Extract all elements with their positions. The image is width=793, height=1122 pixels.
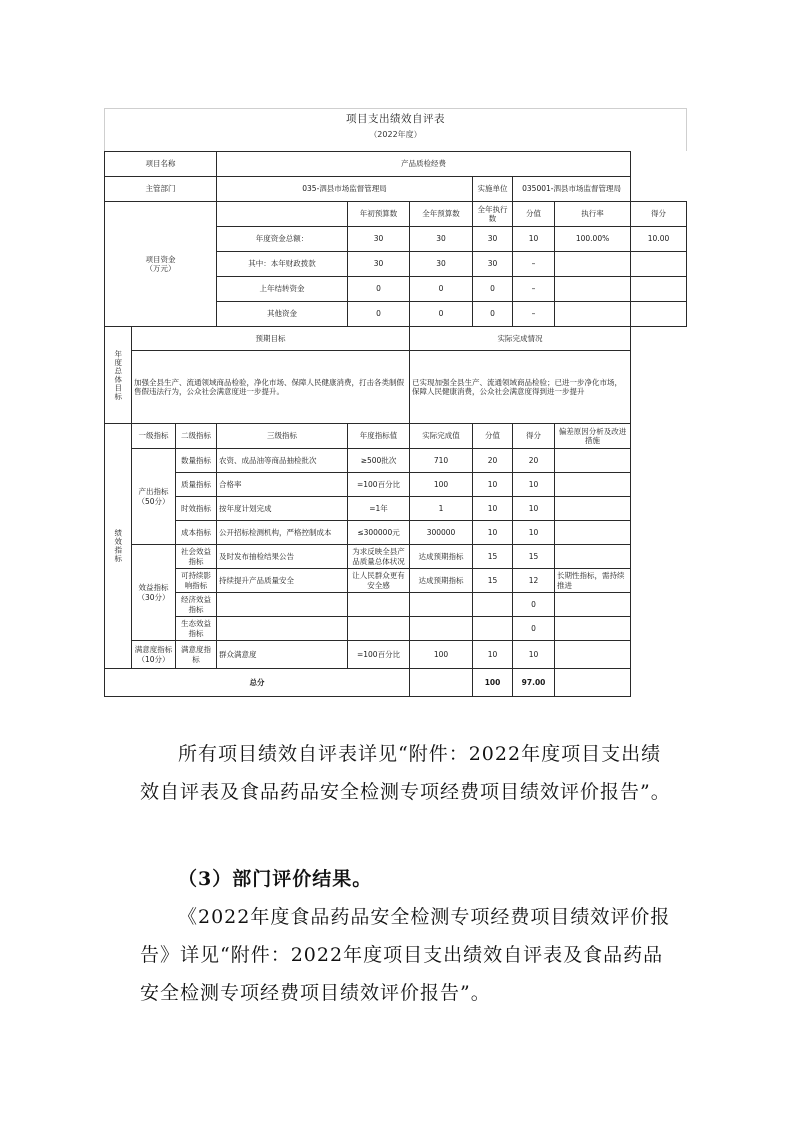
indicator-score: 10	[513, 497, 555, 521]
funds-row-label: 年度资金总额：	[217, 227, 348, 252]
indicator-row	[105, 641, 687, 669]
indicator-note: 长期性指标，需持续推进	[555, 569, 631, 593]
paragraph-2-text: 《2022年度食品药品安全检测专项经费项目绩效评价报告》详见“附件：2022年度项目支出绩效自评表及食品药品安全检测专项经费项目绩效评价报告”。	[140, 906, 671, 1004]
dept-value: 035-泗县市场监督管理局	[217, 177, 473, 202]
funds-header-cell: 得分	[631, 202, 687, 227]
total-score-max: 100	[473, 669, 513, 697]
funds-cell: –	[513, 277, 555, 302]
funds-cell: 30	[410, 227, 473, 252]
indicator-row	[105, 521, 687, 545]
unit-value: 035001-泗县市场监督管理局	[513, 177, 631, 202]
indicators-side-label: 绩效指标	[105, 424, 132, 669]
funds-row-label: 其中：本年财政拨款	[217, 252, 348, 277]
expected-goal-text: 加强全县生产、流通领域商品检验，净化市场、保障人民健康消费，打击各类制假售假违法行为，公众社会满意度进一步提升。	[132, 351, 410, 424]
indicator-score-max: 20	[473, 449, 513, 473]
indicator-score-max: 10	[473, 473, 513, 497]
indicator-score: 12	[513, 569, 555, 593]
indicator-l3: 按年度计划完成	[217, 497, 348, 521]
indicator-note	[555, 497, 631, 521]
dept-label: 主管部门	[105, 177, 217, 202]
funds-cell	[631, 302, 687, 327]
funds-label	[105, 202, 217, 327]
indicator-header-cell: 偏差原因分析及改进措施	[555, 424, 631, 449]
indicator-l3	[217, 617, 348, 641]
total-label: 总分	[105, 669, 410, 697]
funds-cell: 100.00%	[555, 227, 631, 252]
total-note-blank	[555, 669, 631, 697]
indicator-actual	[410, 617, 473, 641]
indicator-score-max: 10	[473, 497, 513, 521]
overall-header-row	[105, 327, 687, 351]
indicator-row	[105, 473, 687, 497]
indicator-score-max: 10	[473, 521, 513, 545]
indicator-score: 10	[513, 473, 555, 497]
indicator-header-cell: 年度指标值	[348, 424, 410, 449]
funds-header-row	[105, 202, 687, 227]
funds-header-cell: 全年预算数	[410, 202, 473, 227]
indicator-row	[105, 449, 687, 473]
indicator-row	[105, 593, 687, 617]
section-heading-dept-results	[140, 860, 680, 898]
indicator-note	[555, 449, 631, 473]
indicator-score-max: 15	[473, 545, 513, 569]
total-score: 97.00	[513, 669, 555, 697]
indicator-score: 0	[513, 617, 555, 641]
expected-header: 预期目标	[132, 327, 410, 351]
overall-side-label: 年度总体目标	[105, 327, 132, 424]
indicator-row	[105, 569, 687, 593]
sheet-title: 项目支出绩效自评表	[346, 113, 445, 125]
indicator-header-cell: 一级指标	[132, 424, 176, 449]
paragraph-1-text: 所有项目绩效自评表详见“附件：2022年度项目支出绩效自评表及食品药品安全检测专项经费项目绩效评价报告”。	[140, 743, 671, 803]
funds-header-blank	[217, 202, 348, 227]
group-satisfaction-label: 满意度指标（10分）	[132, 641, 176, 669]
indicator-l2: 生态效益指标	[176, 617, 217, 641]
indicator-note	[555, 545, 631, 569]
indicator-score: 10	[513, 521, 555, 545]
indicator-header-cell: 二级指标	[176, 424, 217, 449]
indicator-score-max	[473, 593, 513, 617]
indicator-actual: 100	[410, 473, 473, 497]
indicator-l3: 群众满意度	[217, 641, 348, 669]
indicator-score-max	[473, 617, 513, 641]
indicator-actual: 达成预期指标	[410, 569, 473, 593]
funds-cell	[555, 302, 631, 327]
funds-cell: 30	[348, 227, 410, 252]
indicator-l2: 社会效益指标	[176, 545, 217, 569]
paragraph-dept-results	[140, 898, 680, 1012]
funds-cell: –	[513, 302, 555, 327]
indicator-header-cell: 得分	[513, 424, 555, 449]
paragraph-evaluation-tables	[140, 735, 680, 811]
funds-cell: 0	[348, 277, 410, 302]
overall-content-row	[105, 351, 687, 424]
indicator-score: 15	[513, 545, 555, 569]
sheet-header	[104, 108, 687, 147]
indicator-score: 20	[513, 449, 555, 473]
indicator-l2: 时效指标	[176, 497, 217, 521]
indicator-note	[555, 617, 631, 641]
actual-header: 实际完成情况	[410, 327, 631, 351]
indicator-header-cell: 实际完成值	[410, 424, 473, 449]
funds-cell	[631, 277, 687, 302]
funds-cell: 0	[410, 277, 473, 302]
project-name-row	[105, 152, 687, 177]
indicator-actual: 710	[410, 449, 473, 473]
indicator-row	[105, 545, 687, 569]
funds-header-cell: 全年执行数	[473, 202, 513, 227]
funds-cell: 0	[473, 302, 513, 327]
indicator-actual: 300000	[410, 521, 473, 545]
performance-table	[104, 151, 687, 697]
indicator-target	[348, 593, 410, 617]
indicator-note	[555, 521, 631, 545]
indicator-note	[555, 641, 631, 669]
indicator-target: =1年	[348, 497, 410, 521]
funds-row-label: 上年结转资金	[217, 277, 348, 302]
group-benefit-label: 效益指标（30分）	[132, 545, 176, 641]
funds-header-cell: 年初预算数	[348, 202, 410, 227]
indicator-target: ≥500批次	[348, 449, 410, 473]
indicator-l3: 持续提升产品质量安全	[217, 569, 348, 593]
funds-header-cell: 分值	[513, 202, 555, 227]
funds-header-cell: 执行率	[555, 202, 631, 227]
indicator-row	[105, 497, 687, 521]
indicator-l3: 及时发布抽检结果公告	[217, 545, 348, 569]
funds-cell: 10	[513, 227, 555, 252]
indicator-actual: 1	[410, 497, 473, 521]
project-name-value: 产品质检经费	[217, 152, 631, 177]
unit-label: 实施单位	[473, 177, 513, 202]
indicator-score-max: 15	[473, 569, 513, 593]
group-output-label: 产出指标（50分）	[132, 449, 176, 545]
indicator-actual: 100	[410, 641, 473, 669]
indicator-target	[348, 617, 410, 641]
department-row	[105, 177, 687, 202]
indicator-note	[555, 473, 631, 497]
indicator-target: =100百分比	[348, 473, 410, 497]
indicator-l2: 质量指标	[176, 473, 217, 497]
indicator-l2: 满意度指标	[176, 641, 217, 669]
indicator-l3: 公开招标检测机构，严格控制成本	[217, 521, 348, 545]
total-blank	[410, 669, 473, 697]
funds-cell: 30	[473, 227, 513, 252]
funds-cell: 30	[473, 252, 513, 277]
funds-cell	[631, 252, 687, 277]
funds-cell: –	[513, 252, 555, 277]
indicator-actual	[410, 593, 473, 617]
indicator-l2: 成本指标	[176, 521, 217, 545]
performance-evaluation-sheet	[104, 108, 687, 697]
funds-row-label: 其他资金	[217, 302, 348, 327]
funds-cell: 0	[473, 277, 513, 302]
indicator-row	[105, 617, 687, 641]
funds-cell: 0	[348, 302, 410, 327]
indicator-l3: 农资、成品油等商品抽检批次	[217, 449, 348, 473]
funds-cell: 30	[348, 252, 410, 277]
funds-cell: 30	[410, 252, 473, 277]
indicator-target: ≤300000元	[348, 521, 410, 545]
total-row	[105, 669, 687, 697]
indicator-target: 让人民群众更有安全感	[348, 569, 410, 593]
indicator-score: 10	[513, 641, 555, 669]
funds-label-line1: 项目资金	[145, 254, 176, 264]
indicator-target: =100百分比	[348, 641, 410, 669]
indicators-header-row	[105, 424, 687, 449]
indicator-actual: 达成预期指标	[410, 545, 473, 569]
indicator-score-max: 10	[473, 641, 513, 669]
funds-cell: 10.00	[631, 227, 687, 252]
sheet-year: （2022年度）	[369, 130, 422, 139]
project-name-label: 项目名称	[105, 152, 217, 177]
indicator-header-cell: 分值	[473, 424, 513, 449]
indicator-l2: 数量指标	[176, 449, 217, 473]
heading-3-text: （3）部门评价结果。	[178, 868, 373, 890]
indicator-l2: 经济效益指标	[176, 593, 217, 617]
indicator-l2: 可持续影响指标	[176, 569, 217, 593]
indicator-l3: 合格率	[217, 473, 348, 497]
indicator-l3	[217, 593, 348, 617]
indicator-note	[555, 593, 631, 617]
indicator-target: 为求反映全县产品质量总体状况	[348, 545, 410, 569]
funds-cell	[555, 252, 631, 277]
indicator-score: 0	[513, 593, 555, 617]
funds-cell	[555, 277, 631, 302]
funds-cell: 0	[410, 302, 473, 327]
indicator-header-cell: 三级指标	[217, 424, 348, 449]
actual-result-text: 已实现加强全县生产、流通领域商品检验；已进一步净化市场，保障人民健康消费，公众社会满意度得到进一步提升	[410, 351, 631, 424]
funds-label-line2: （万元）	[145, 264, 176, 273]
